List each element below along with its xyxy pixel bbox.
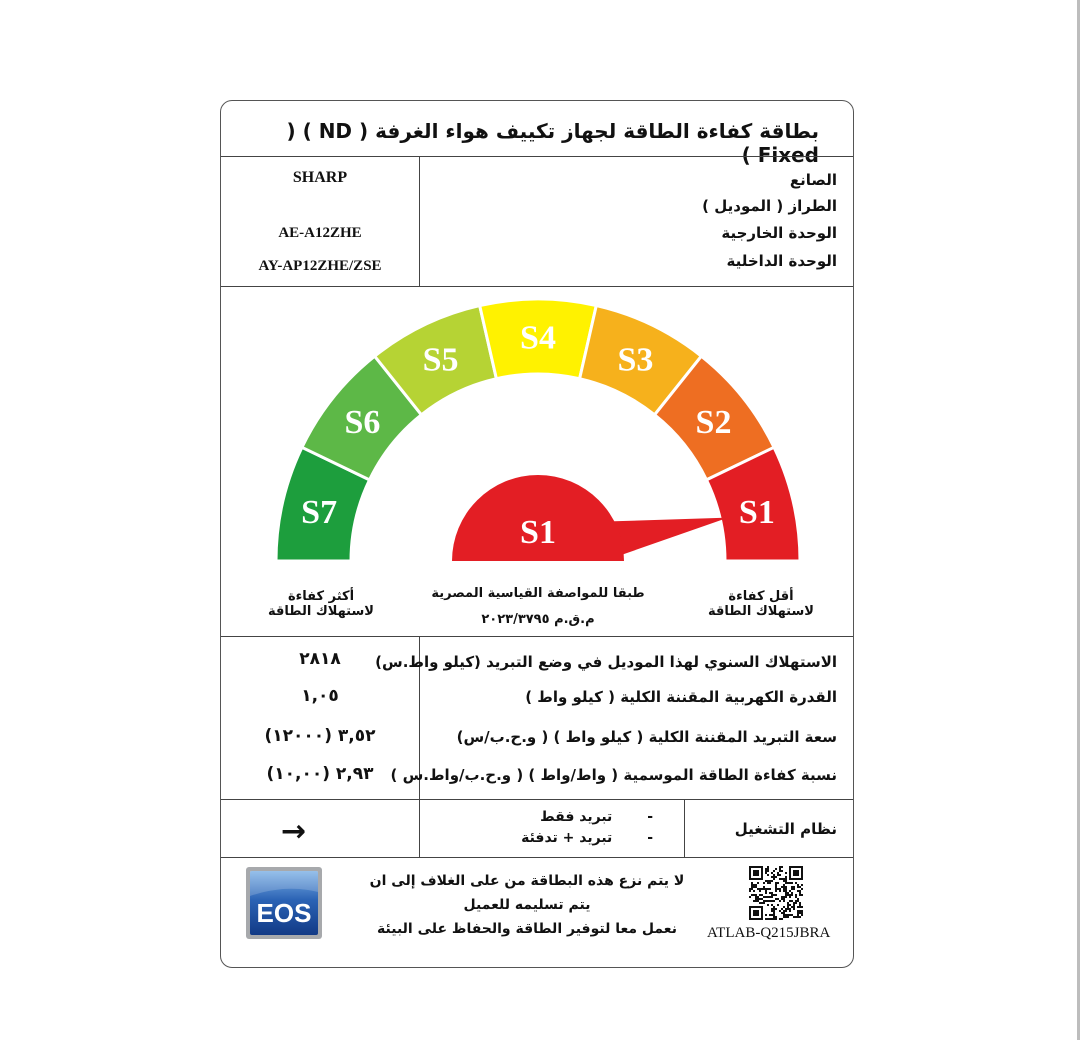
gauge-segment-label: S6 bbox=[344, 404, 381, 442]
standard-caption-line: م.ق.م ٢٠٢٣/٣٧٩٥ bbox=[481, 612, 595, 627]
right-caption bbox=[701, 589, 821, 619]
left-caption-line: لاستهلاك الطاقة bbox=[268, 604, 374, 619]
rated-class-label: S1 bbox=[520, 514, 556, 551]
divider bbox=[419, 799, 420, 857]
spec-value: ٢,٩٣ (١٠,٠٠) bbox=[266, 764, 374, 784]
divider bbox=[419, 156, 420, 286]
operation-option bbox=[521, 830, 653, 846]
footer-notice-line: لا يتم نزع هذه البطاقة من على الغلاف إلى ان bbox=[369, 873, 685, 889]
footer-notice bbox=[367, 869, 687, 941]
option-dash: - bbox=[647, 830, 653, 846]
divider bbox=[221, 636, 853, 637]
divider bbox=[221, 799, 853, 800]
divider bbox=[684, 799, 685, 857]
eos-logo-text: EOS bbox=[256, 898, 312, 928]
indoor-unit-label: الوحدة الداخلية bbox=[726, 252, 837, 270]
gauge-segment-label: S5 bbox=[422, 341, 459, 379]
indoor-unit-value: AY-AP12ZHE/ZSE bbox=[258, 258, 382, 274]
left-caption bbox=[261, 589, 381, 619]
spec-value: ٢٨١٨ bbox=[299, 649, 341, 669]
spec-label: سعة التبريد المقننة الكلية ( كيلو واط ) ( و.ح.ب/س) bbox=[456, 728, 837, 746]
left-caption-line: أكثر كفاءة bbox=[287, 589, 355, 604]
label-title: بطاقة كفاءة الطاقة لجهاز تكييف هواء الغرفة ( ND ) ( Fixed ) bbox=[286, 119, 819, 167]
divider bbox=[221, 156, 853, 157]
gauge-needle bbox=[610, 518, 728, 556]
footer-notice-line: يتم تسليمه للعميل bbox=[463, 897, 591, 913]
right-caption-line: لاستهلاك الطاقة bbox=[708, 604, 814, 619]
gauge-segment-label: S2 bbox=[695, 404, 732, 442]
operation-mode-label: نظام التشغيل bbox=[734, 820, 837, 838]
option-text: تبريد فقط bbox=[540, 809, 613, 825]
spec-value: ٣,٥٢ (١٢٠٠٠) bbox=[264, 726, 376, 746]
option-text: تبريد + تدفئة bbox=[521, 830, 613, 846]
manufacturer-value: SHARP bbox=[292, 169, 348, 186]
energy-label-card bbox=[220, 100, 854, 968]
option-dash: - bbox=[647, 809, 653, 825]
right-caption-line: أقل كفاءة bbox=[728, 589, 794, 604]
spec-label: نسبة كفاءة الطاقة الموسمية ( واط/واط ) ( و.ح.ب/واط.س ) bbox=[390, 766, 837, 784]
model-label: الطراز ( الموديل ) bbox=[702, 197, 837, 215]
qr-code-icon bbox=[749, 866, 803, 920]
gauge-segment-label: S1 bbox=[738, 494, 775, 532]
footer-notice-line: نعمل معا لتوفير الطاقة والحفاظ على البيئة bbox=[377, 921, 677, 937]
eos-logo bbox=[245, 866, 323, 940]
gauge-segment-label: S4 bbox=[520, 319, 556, 357]
certificate-code: ATLAB-Q215JBRA bbox=[707, 925, 831, 941]
outdoor-unit-value: AE-A12ZHE bbox=[278, 225, 362, 241]
outdoor-unit-label: الوحدة الخارجية bbox=[721, 224, 837, 242]
divider bbox=[221, 857, 853, 858]
manufacturer-label: الصانع bbox=[789, 171, 837, 189]
gauge-segment-label: S7 bbox=[301, 494, 338, 532]
spec-label: الاستهلاك السنوي لهذا الموديل في وضع التبريد (كيلو واط.س) bbox=[375, 653, 837, 671]
gauge-segment-label: S3 bbox=[617, 341, 654, 379]
spec-value: ١,٠٥ bbox=[301, 686, 339, 706]
arrow-right-icon: → bbox=[281, 814, 307, 849]
standard-caption bbox=[431, 581, 645, 633]
operation-option bbox=[540, 809, 653, 825]
spec-label: القدرة الكهربية المقننة الكلية ( كيلو واط ) bbox=[525, 688, 837, 706]
standard-caption-line: طبقا للمواصفة القياسية المصرية bbox=[431, 586, 645, 601]
